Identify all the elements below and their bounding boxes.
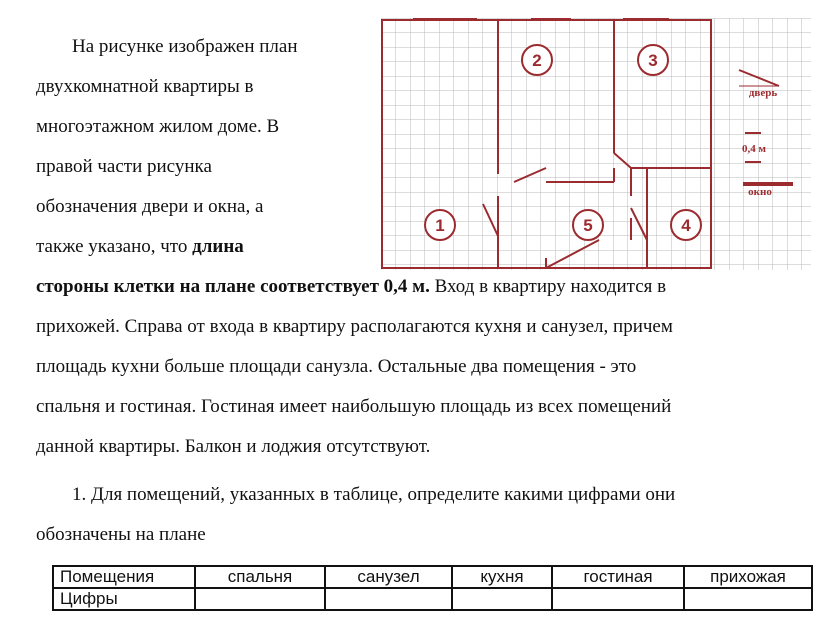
entrance-statement: Вход в квартиру находится в <box>429 276 667 297</box>
body-line-1: прихожей. Справа от входа в квартиру располагаются кухня и санузел, причем <box>36 316 673 337</box>
intro-line-3: многоэтажном жилом доме. В <box>36 116 280 137</box>
floor-plan <box>381 18 811 270</box>
legend-size-label: 0,4 м <box>742 143 766 155</box>
intro-line-6-bold: длина <box>192 236 244 257</box>
body-line-4: данной квартиры. Балкон и лоджия отсутствуют. <box>36 436 431 457</box>
header-living-room: гостиная <box>552 566 684 588</box>
intro-line-6 <box>36 236 244 258</box>
body-line-3: спальня и гостиная. Гостиная имеет наибольшую площадь из всех помещений <box>36 396 672 417</box>
header-bedroom: спальня <box>195 566 325 588</box>
room-number-1: 1 <box>435 216 445 235</box>
room-number-5: 5 <box>583 216 593 235</box>
intro-line-2: двухкомнатной квартиры в <box>36 76 254 97</box>
legend-window-label: окно <box>748 186 772 198</box>
body-line-2: площадь кухни больше площади санузла. Остальные два помещения - это <box>36 356 637 377</box>
body-line-scale <box>36 276 666 298</box>
legend-door-label: дверь <box>748 87 778 99</box>
table-digits-row <box>53 588 812 610</box>
answer-cell-bathroom[interactable] <box>325 588 452 610</box>
room-number-3: 3 <box>648 51 658 70</box>
room-number-2: 2 <box>532 51 542 70</box>
header-hallway: прихожая <box>684 566 812 588</box>
answer-table <box>52 565 813 611</box>
intro-line-5: обозначения двери и окна, а <box>36 196 264 217</box>
table-header-row <box>53 566 812 588</box>
answer-cell-bedroom[interactable] <box>195 588 325 610</box>
question-line-2: обозначены на плане <box>36 524 206 545</box>
header-bathroom: санузел <box>325 566 452 588</box>
question-line-1: 1. Для помещений, указанных в таблице, определите какими цифрами они <box>72 484 676 505</box>
scale-statement: стороны клетки на плане соответствует 0,4 м. <box>36 276 430 297</box>
answer-cell-living-room[interactable] <box>552 588 684 610</box>
intro-line-4: правой части рисунка <box>36 156 212 177</box>
intro-line-1: На рисунке изображен план <box>72 36 298 57</box>
header-label-cell: Помещения <box>53 566 195 588</box>
intro-line-6-plain: также указано, что <box>36 236 193 257</box>
header-kitchen: кухня <box>452 566 552 588</box>
room-number-4: 4 <box>681 216 691 235</box>
answer-cell-kitchen[interactable] <box>452 588 552 610</box>
answer-cell-hallway[interactable] <box>684 588 812 610</box>
digits-label-cell: Цифры <box>53 588 195 610</box>
